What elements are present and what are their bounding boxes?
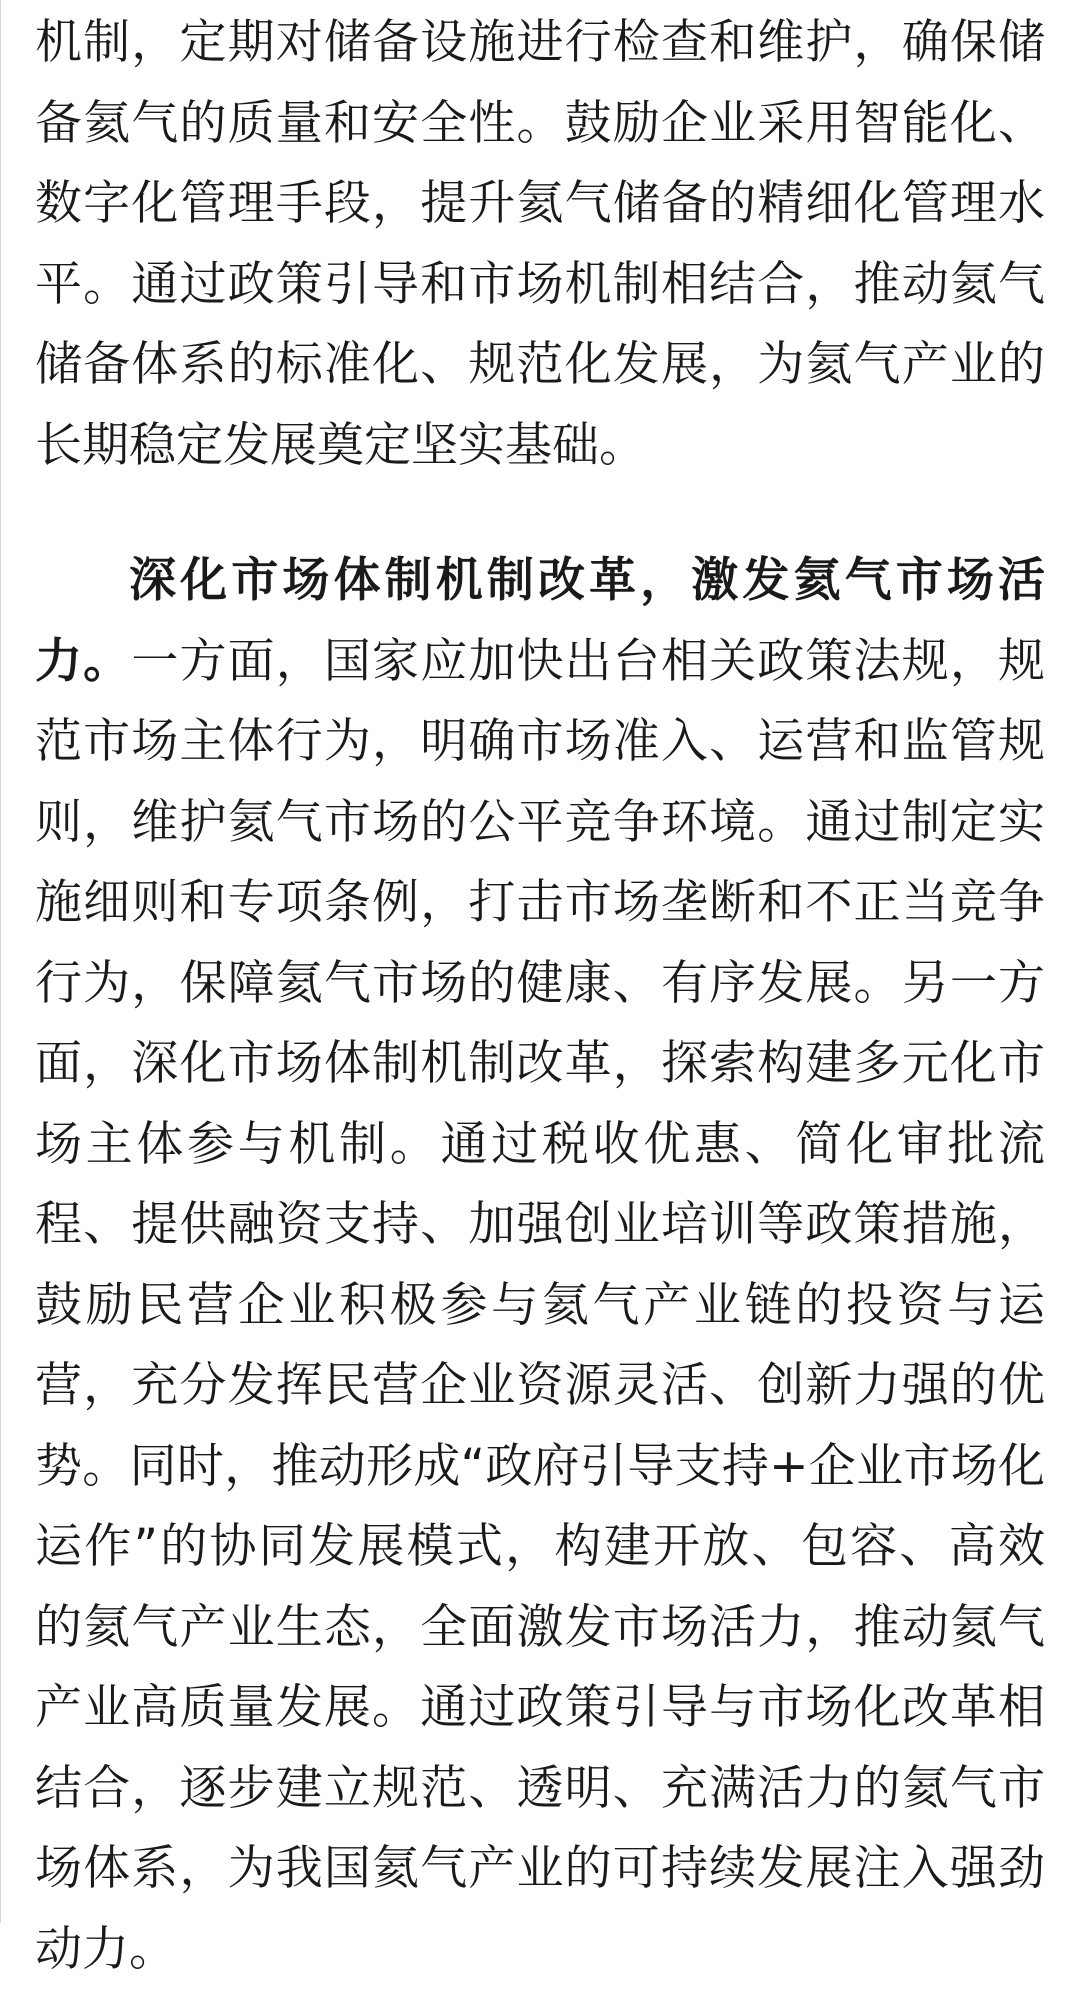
paragraph-body-text: 一方面，国家应加快出台相关政策法规，规范市场主体行为，明确市场准入、运营和监管规则，维护氦气市场的公平竞争环境。通过制定实施细则和专项条例，打击市场垄断和不正当竞争行为，保障氦气市场的健康、有序发展。另一方面，深化市场体制机制改革，探索构建多元化市场主体参与机制。通过税收优惠、简化审批流程、提供融资支持、加强创业培训等政策措施，鼓励民营企业积极参与氦气产业链的投资与运营，充分发挥民营企业资源灵活、创新力强的优势。同时，推动形成“政府引导支持+企业市场化运作”的协同发展模式，构建开放、包容、高效的氦气产业生态，全面激发市场活力，推动氦气产业高质量发展。通过政策引导与市场化改革相结合，逐步建立规范、透明、充满活力的氦气市场体系，为我国氦气产业的可持续发展注入强劲动力。 (35, 633, 1046, 1977)
paragraph-lead-heading: 深化市场体制机制改革，激发氦气市场活力。 (35, 553, 1045, 689)
paragraph-storage-system: 机制，定期对储备设施进行检查和维护，确保储备氦气的质量和安全性。鼓励企业采用智能化、数字化管理手段，提升氦气储备的精细化管理水平。通过政策引导和市场机制相结合，推动氦气储备体系的标准化、规范化发展，为氦气产业的长期稳定发展奠定坚实基础。 (35, 15, 1045, 473)
paragraph-market-reform (35, 541, 1045, 1990)
